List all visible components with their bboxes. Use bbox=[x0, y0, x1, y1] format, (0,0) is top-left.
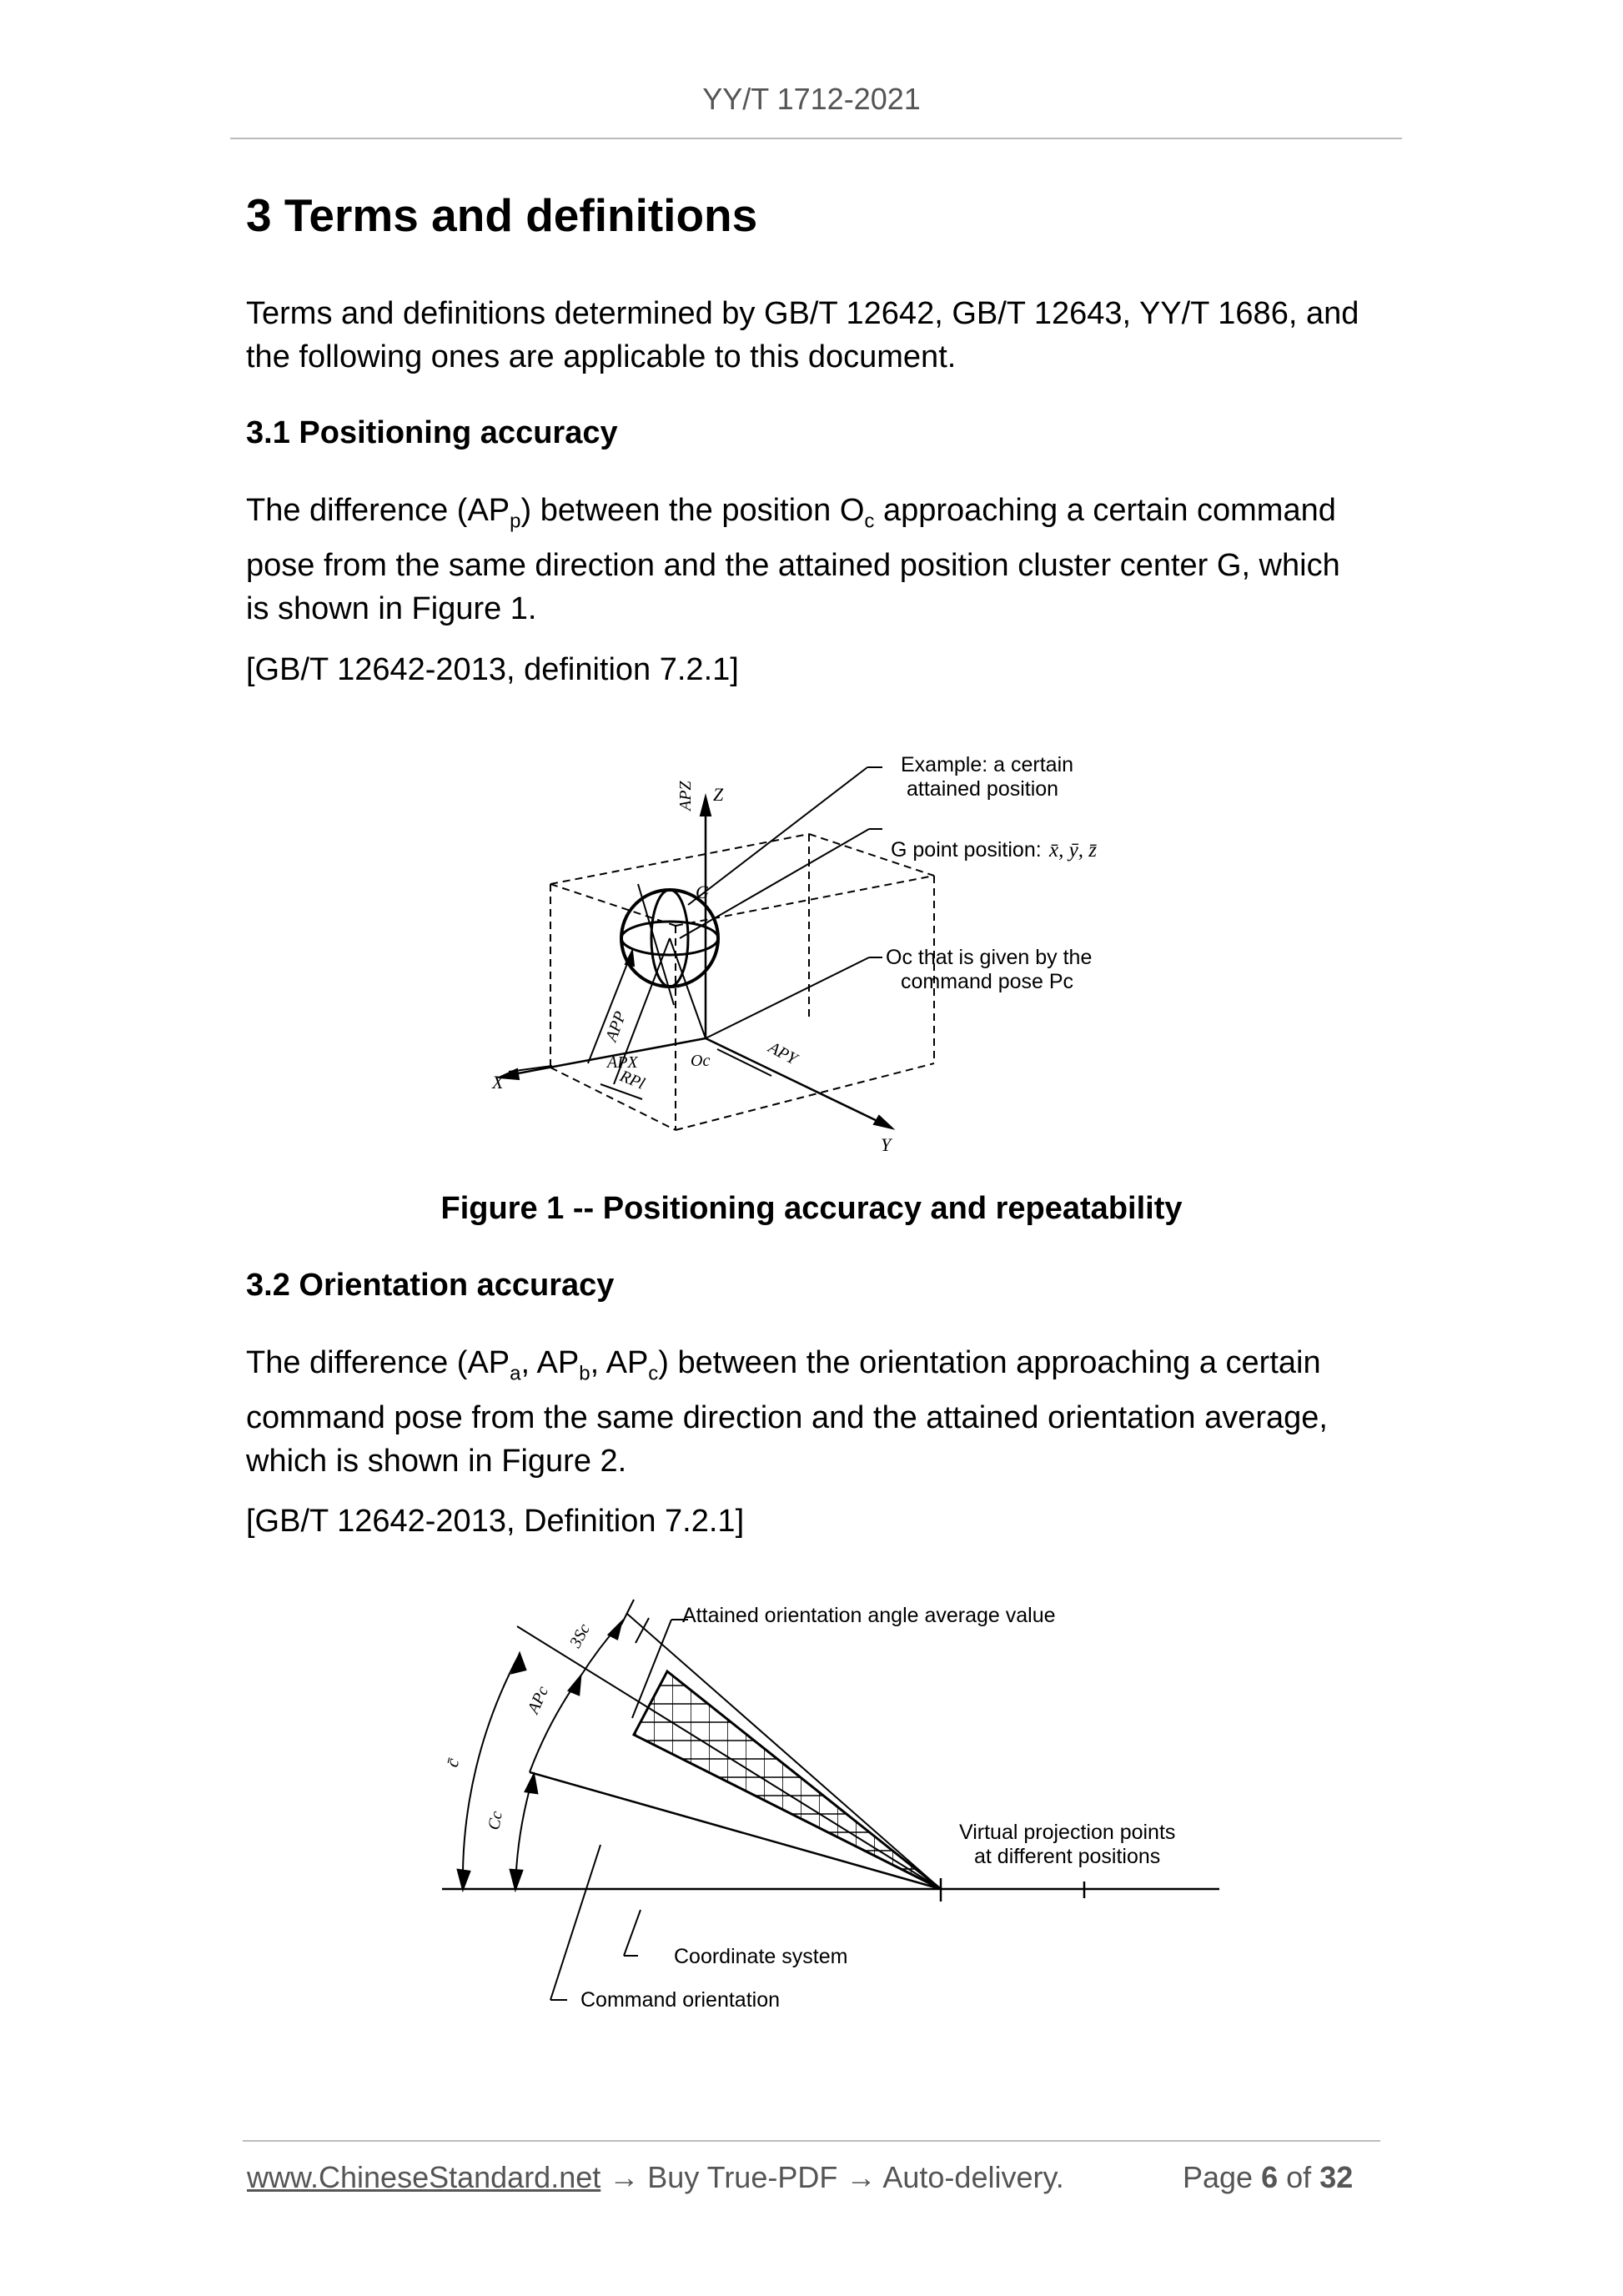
subsection-3-2-title: 3.2 Orientation accuracy bbox=[246, 1268, 615, 1303]
c-bar-label: c̄ bbox=[440, 1756, 464, 1770]
3s-label: 3Sc bbox=[565, 1620, 594, 1651]
website-link[interactable]: www.ChineseStandard.net bbox=[247, 2160, 601, 2194]
subsection-3-1-paragraph bbox=[246, 489, 1389, 631]
g-point-label: G point position: bbox=[891, 838, 1042, 862]
s32-line-1 bbox=[246, 1341, 1389, 1396]
virtual-points-label-line-1: Virtual projection points bbox=[959, 1821, 1176, 1844]
s32-sub-b: b bbox=[579, 1362, 590, 1385]
virtual-points-label-line-2: at different positions bbox=[974, 1845, 1161, 1868]
outer-orientation-line bbox=[517, 1626, 941, 1889]
s32-line-1-segment bbox=[246, 1341, 1321, 1396]
x-axis-label: X bbox=[492, 1072, 504, 1093]
s32-text-d: ) between the orientation approaching a certain bbox=[658, 1345, 1321, 1380]
s32-reference: [GB/T 12642-2013, Definition 7.2.1] bbox=[246, 1504, 745, 1539]
c-bar-arc bbox=[463, 1654, 520, 1889]
s32-line-2: command pose from the same direction and the attained orientation average, bbox=[246, 1399, 1328, 1435]
s32-sub-a: a bbox=[510, 1362, 521, 1385]
s31-reference: [GB/T 12642-2013, definition 7.2.1] bbox=[246, 652, 739, 687]
intro-line-2: the following ones are applicable to this document. bbox=[246, 339, 957, 374]
cc-label: Cc bbox=[485, 1810, 506, 1831]
footer-promo bbox=[247, 2160, 1064, 2195]
section-title: 3 Terms and definitions bbox=[246, 189, 758, 241]
auto-delivery-text: Auto-delivery. bbox=[882, 2160, 1064, 2194]
oc-label-line-1: Oc that is given by the bbox=[886, 946, 1093, 969]
of-label: of bbox=[1286, 2160, 1312, 2194]
s31-text-c: approaching a certain command bbox=[874, 493, 1336, 528]
leader-oc bbox=[706, 957, 869, 1038]
document-id-header: YY/T 1712-2021 bbox=[702, 82, 921, 116]
s31-line-1-segment bbox=[246, 489, 1336, 544]
command-orientation-label: Command orientation bbox=[580, 1988, 781, 2012]
s31-text-a: The difference (AP bbox=[246, 493, 510, 528]
g-point-coordinates: x̄, ȳ, z̄ bbox=[1049, 839, 1097, 862]
y-axis-arrow bbox=[874, 1116, 892, 1128]
apz-dimension bbox=[638, 884, 674, 1005]
s32-text-b: , AP bbox=[520, 1345, 580, 1380]
attained-orientation-label: Attained orientation angle average value bbox=[682, 1604, 1056, 1627]
oc-label: Oc bbox=[691, 1052, 711, 1070]
page-number: 6 bbox=[1261, 2160, 1279, 2194]
figure-1-diagram bbox=[467, 734, 1151, 1159]
hatched-orientation-wedge bbox=[634, 1671, 941, 1889]
cube-edge bbox=[676, 1063, 934, 1130]
oc-label-line-2: command pose Pc bbox=[901, 970, 1074, 993]
s31-text-b: ) between the position O bbox=[520, 493, 865, 528]
s31-line-2: pose from the same direction and the attained position cluster center G, which bbox=[246, 547, 1340, 583]
footer-divider bbox=[243, 2140, 1380, 2142]
header-divider bbox=[230, 138, 1402, 139]
app-label: APP bbox=[602, 1008, 631, 1044]
s32-sub-c: c bbox=[648, 1362, 659, 1385]
cube-edge bbox=[550, 1068, 676, 1130]
intro-line-1: Terms and definitions determined by GB/T 12642, GB/T 12643, YY/T 1686, and bbox=[246, 296, 1359, 331]
s31-line-1 bbox=[246, 489, 1389, 544]
z-axis-label: Z bbox=[713, 784, 724, 805]
s31-line-3: is shown in Figure 1. bbox=[246, 590, 537, 626]
s31-sub-c: c bbox=[864, 510, 875, 533]
g-label: G bbox=[696, 882, 709, 902]
apy-dimension bbox=[717, 1049, 771, 1076]
page-total: 32 bbox=[1319, 2160, 1354, 2194]
buy-true-pdf-link[interactable]: Buy True-PDF bbox=[647, 2160, 838, 2194]
leader-coordinate bbox=[624, 1910, 641, 1956]
rp-label: RPl bbox=[617, 1067, 648, 1093]
page-label: Page bbox=[1183, 2160, 1254, 2194]
apx-label: APX bbox=[607, 1053, 638, 1072]
app-dimension bbox=[588, 957, 630, 1063]
example-label-line-2: attained position bbox=[907, 777, 1059, 801]
s32-text-c: , AP bbox=[590, 1345, 649, 1380]
section-intro bbox=[246, 292, 1389, 379]
z-axis-arrow bbox=[701, 796, 711, 816]
figure-2-diagram bbox=[434, 1585, 1234, 2035]
s32-text-a: The difference (AP bbox=[246, 1345, 510, 1380]
arrow-right-icon: → bbox=[609, 2160, 640, 2194]
y-axis-label: Y bbox=[881, 1134, 892, 1155]
figure-1-caption: Figure 1 -- Positioning accuracy and repeatability bbox=[440, 1191, 1183, 1226]
s32-line-3: which is shown in Figure 2. bbox=[246, 1443, 627, 1479]
arrow-right-icon: → bbox=[846, 2160, 877, 2194]
page-indicator bbox=[1183, 2160, 1353, 2195]
s31-sub-p: p bbox=[510, 510, 521, 533]
example-label-line-1: Example: a certain bbox=[901, 753, 1074, 776]
apz-label: APZ bbox=[676, 781, 695, 811]
leader-command bbox=[550, 1845, 600, 2000]
subsection-3-1-title: 3.1 Positioning accuracy bbox=[246, 415, 618, 450]
coordinate-system-label: Coordinate system bbox=[674, 1945, 848, 1968]
apy-label: APY bbox=[765, 1037, 801, 1069]
apc-label: APc bbox=[524, 1683, 553, 1717]
subsection-3-2-paragraph bbox=[246, 1341, 1389, 1483]
